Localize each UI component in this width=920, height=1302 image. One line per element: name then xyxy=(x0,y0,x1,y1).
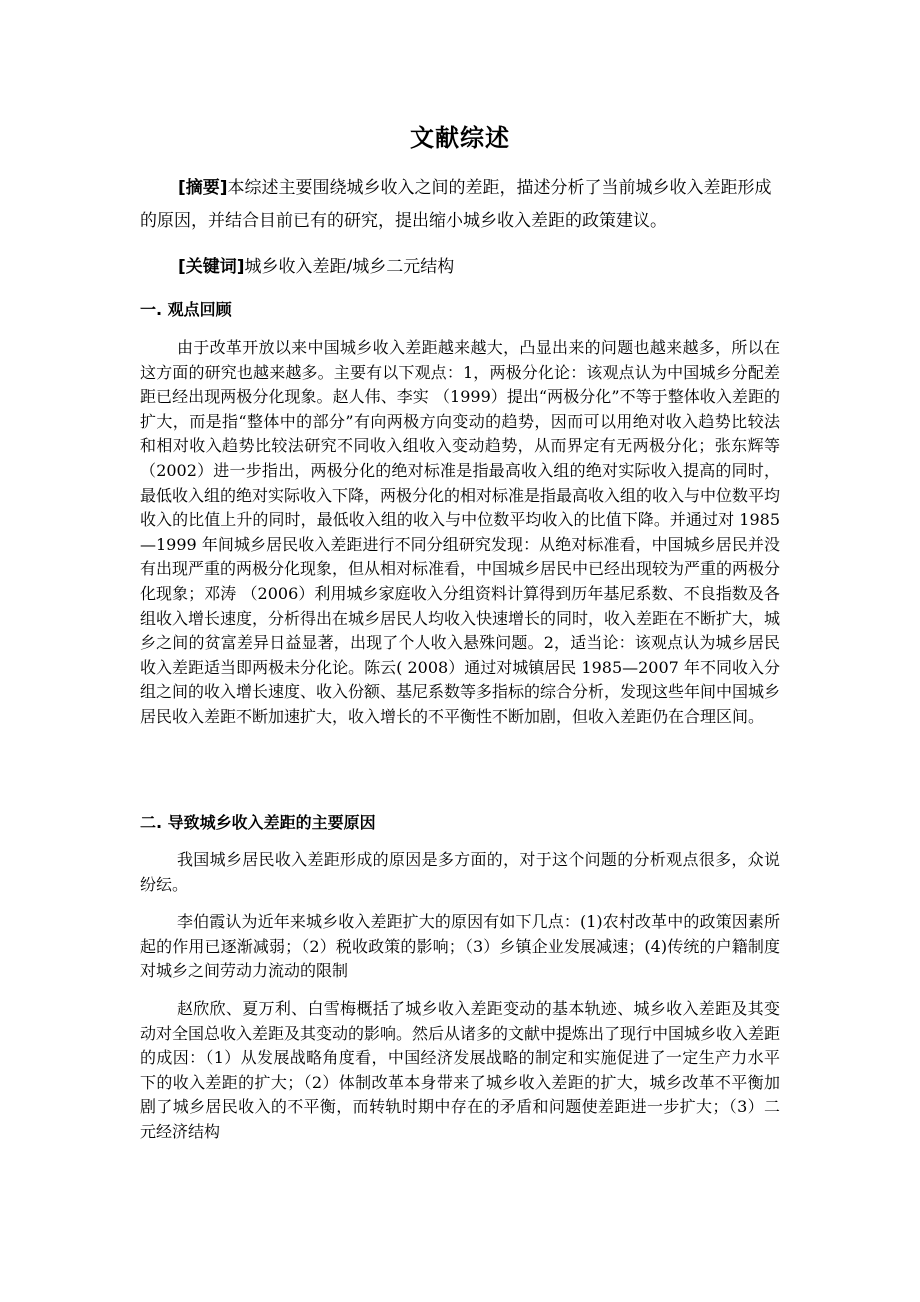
paragraph: 赵欣欣、夏万利、白雪梅概括了城乡收入差距变动的基本轨迹、城乡收入差距及其变动对全国总收入差距及其变动的影响。然后从诸多的文献中提炼出了现行中国城乡收入差距的成因：（1）从发展战略角度看，中国经济发展战略的制定和实施促进了一定生产力水平下的收入差距的扩大；（2）体制改革本身带来了城乡收入差距的扩大，城乡改革不平衡加剧了城乡居民收入的不平衡，而转轨时期中存在的矛盾和问题使差距进一步扩大；（3）二元经济结构 xyxy=(140,999,781,1141)
keywords-label: [关键词] xyxy=(178,257,245,277)
abstract xyxy=(140,172,780,238)
paragraph: 由于改革开放以来中国城乡收入差距越来越大，凸显出来的问题也越来越多，所以在这方面的研究也越来越多。主要有以下观点：1，两极分化论：该观点认为中国城乡分配差距已经出现两极分化现象。赵人伟、李实 （1999）提出“两极分化”不等于整体收入差距的扩大，而是指“整体中的部分”有向两极方向变动的趋势，因而可以用绝对收入趋势比较法和相对收入趋势比较法研究不同收入组收入变动趋势，从而界定有无两极分化；张东辉等（2002）进一步指出，两极分化的绝对标准是指最高收入组的绝对实际收入提高的同时，最低收入组的绝对实际收入下降，两极分化的相对标准是指最高收入组的收入与中位数平均收入的比值上升的同时，最低收入组的收入与中位数平均收入的比值下降。并通过对 1985—1999 年间城乡居民收入差距进行不同分组研究发现：从绝对标准看，中国城乡居民并没有出现严重的两极分化现象，但从相对标准看，中国城乡居民中已经出现较为严重的两极分化现象；邓涛 （2006）利用城乡家庭收入分组资料计算得到历年基尼系数、不良指数及各组收入增长速度，分析得出在城乡居民人均收入快速增长的同时，收入差距在不断扩大，城乡之间的贫富差异日益显著，出现了个人收入悬殊问题。2，适当论：该观点认为城乡居民收入差距适当即两极未分化论。陈云( 2008）通过对城镇居民 1985—2007 年不同收入分组之间的收入增长速度、收入份额、基尼系数等多指标的综合分析，发现这些年间中国城乡居民收入差距不断加速扩大，收入增长的不平衡性不断加剧，但收入差距仍在合理区间。 xyxy=(140,338,781,726)
section-heading: 二. 导致城乡收入差距的主要原因 xyxy=(140,813,376,832)
document-title: 文献综述 xyxy=(410,124,510,152)
abstract-text: 本综述主要围绕城乡收入之间的差距，描述分析了当前城乡收入差距形成的原因，并结合目前已有的研究，提出缩小城乡收入差距的政策建议。 xyxy=(140,178,772,231)
abstract-label: [摘要] xyxy=(178,178,228,198)
paragraph: 李伯霞认为近年来城乡收入差距扩大的原因有如下几点：(1)农村改革中的政策因素所起的作用已逐渐减弱；（2）税收政策的影响；（3）乡镇企业发展减速；(4)传统的户籍制度对城乡之间劳动力流动的限制 xyxy=(140,912,780,981)
keywords-text: 城乡收入差距/城乡二元结构 xyxy=(244,257,455,277)
keywords xyxy=(178,252,778,282)
section-heading: 一. 观点回顾 xyxy=(140,300,232,319)
paragraph: 我国城乡居民收入差距形成的原因是多方面的，对于这个问题的分析观点很多，众说纷纭。 xyxy=(140,850,780,894)
